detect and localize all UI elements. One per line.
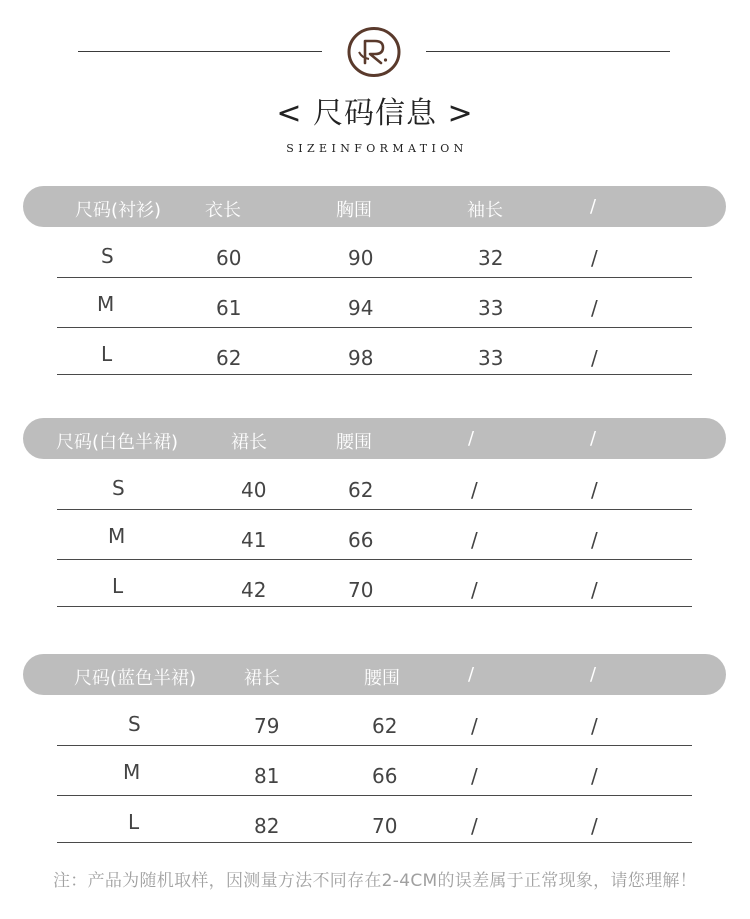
- value-cell: 90: [348, 246, 374, 270]
- size-cell: S: [101, 244, 114, 268]
- value-cell: /: [471, 714, 478, 738]
- value-cell: /: [471, 578, 478, 602]
- value-cell: 98: [348, 346, 374, 370]
- value-cell: 41: [241, 528, 267, 552]
- table-header-bar: [23, 186, 726, 227]
- header-cell: 腰围: [364, 668, 400, 689]
- size-cell: L: [112, 574, 124, 598]
- value-cell: /: [471, 764, 478, 788]
- value-cell: 81: [254, 764, 280, 788]
- table-row: [57, 748, 692, 796]
- table-row: [57, 698, 692, 746]
- size-cell: M: [108, 524, 126, 548]
- header-cell: 腰围: [336, 432, 372, 453]
- value-cell: 40: [241, 478, 267, 502]
- header-cell: 裙长: [244, 668, 280, 689]
- value-cell: 60: [216, 246, 242, 270]
- value-cell: /: [591, 578, 598, 602]
- table-row: [57, 795, 692, 843]
- header-cell: 裙长: [231, 432, 267, 453]
- header-cell: /: [590, 196, 597, 217]
- value-cell: 33: [478, 296, 504, 320]
- header-cell: 尺码(衬衫): [75, 200, 162, 221]
- value-cell: 42: [241, 578, 267, 602]
- size-cell: M: [123, 760, 141, 784]
- value-cell: /: [591, 296, 598, 320]
- value-cell: 79: [254, 714, 280, 738]
- header-cell: 衣长: [205, 200, 241, 221]
- value-cell: /: [471, 478, 478, 502]
- table-row: [57, 559, 692, 607]
- table-row: [57, 280, 692, 328]
- size-cell: L: [101, 342, 113, 366]
- value-cell: 62: [216, 346, 242, 370]
- divider-left: [78, 51, 322, 52]
- value-cell: /: [591, 246, 598, 270]
- value-cell: 33: [478, 346, 504, 370]
- value-cell: /: [471, 814, 478, 838]
- value-cell: /: [591, 714, 598, 738]
- value-cell: /: [591, 528, 598, 552]
- value-cell: 62: [348, 478, 374, 502]
- value-cell: 70: [348, 578, 374, 602]
- table-row: [57, 230, 692, 278]
- value-cell: 61: [216, 296, 242, 320]
- header-cell: /: [590, 664, 597, 685]
- table-row: [57, 512, 692, 560]
- header-cell: /: [468, 664, 475, 685]
- value-cell: /: [591, 478, 598, 502]
- table-header-bar: [23, 418, 726, 459]
- brand-logo-icon: [346, 26, 402, 78]
- page-title: < 尺码信息 >: [276, 96, 474, 131]
- header-cell: 袖长: [467, 200, 503, 221]
- size-cell: S: [128, 712, 141, 736]
- value-cell: /: [591, 814, 598, 838]
- header-cell: 尺码(蓝色半裙): [74, 668, 197, 689]
- value-cell: 66: [348, 528, 374, 552]
- value-cell: 70: [372, 814, 398, 838]
- header-cell: /: [590, 428, 597, 449]
- value-cell: 82: [254, 814, 280, 838]
- value-cell: 94: [348, 296, 374, 320]
- size-cell: S: [112, 476, 125, 500]
- value-cell: /: [471, 528, 478, 552]
- value-cell: 32: [478, 246, 504, 270]
- header-cell: 尺码(白色半裙): [56, 432, 179, 453]
- table-row: [57, 462, 692, 510]
- value-cell: 66: [372, 764, 398, 788]
- size-cell: L: [128, 810, 140, 834]
- size-cell: M: [97, 292, 115, 316]
- divider-right: [426, 51, 670, 52]
- value-cell: 62: [372, 714, 398, 738]
- value-cell: /: [591, 346, 598, 370]
- page-subtitle: SIZEINFORMATION: [286, 142, 468, 155]
- table-row: [57, 327, 692, 375]
- value-cell: /: [591, 764, 598, 788]
- table-header-bar: [23, 654, 726, 695]
- header-cell: /: [468, 428, 475, 449]
- measurement-note: 注：产品为随机取样，因测量方法不同存在2-4CM的误差属于正常现象，请您理解！: [52, 871, 697, 891]
- header-cell: 胸围: [336, 200, 372, 221]
